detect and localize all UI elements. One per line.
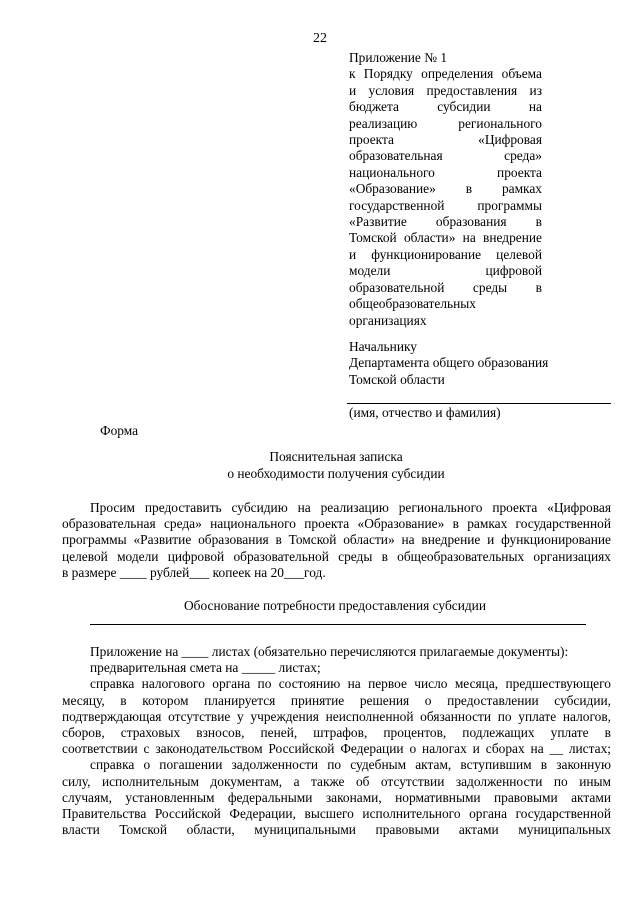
- appendix-line: модели цифровой: [349, 263, 542, 279]
- appendix-line: организациях: [349, 312, 427, 328]
- appendix-line: «Развитие образования в: [349, 214, 542, 230]
- addressee-line: Департамента общего образования: [349, 355, 549, 371]
- attachment-line: предварительная смета на _____ листах;: [90, 660, 321, 676]
- form-label: Форма: [100, 423, 139, 438]
- attachments-list: [62, 644, 611, 838]
- attachment-line: силу, исполнительным документам, а также об отсутствии задолженности по иным: [62, 773, 611, 789]
- request-paragraph: [62, 500, 611, 581]
- justification-blank-line: [90, 624, 586, 625]
- appendix-line: Приложение № 1: [349, 50, 448, 65]
- appendix-line: реализацию регионального: [349, 115, 542, 131]
- appendix-line: национального проекта: [349, 164, 542, 180]
- attachment-line: сборов, страховых взносов, пеней, штрафов, процентов, подлежащих уплате в: [62, 725, 611, 741]
- appendix-line: бюджета субсидии на: [349, 99, 542, 115]
- page-number: 22: [313, 31, 327, 46]
- appendix-line: и условия предоставления из: [349, 82, 542, 98]
- appendix-line: и функционирование целевой: [349, 246, 542, 262]
- attachment-line: справка о погашении задолженности по судебным актам, вступившим в законную: [90, 757, 611, 773]
- attachment-line: месяцу, в котором планируется принятие решения о предоставлении субсидии,: [62, 692, 611, 708]
- appendix-line: общеобразовательных: [349, 296, 477, 312]
- signature-caption: (имя, отчество и фамилия): [349, 405, 501, 420]
- appendix-line: Томской области» на внедрение: [349, 230, 542, 246]
- addressee-line: Томской области: [349, 371, 445, 387]
- paragraph-line: в размере ____ рублей___ копеек на 20___год.: [62, 564, 326, 580]
- attachment-line: подтверждающая отсутствие у учреждения неисполненной обязанности по уплате налогов,: [62, 708, 611, 724]
- appendix-line: образовательная среда»: [349, 148, 542, 164]
- note-subtitle: о необходимости получения субсидии: [227, 466, 445, 481]
- appendix-line: образовательной среды в: [349, 279, 542, 295]
- appendix-header: [349, 50, 542, 329]
- attachment-line: Правительства Российской Федерации, высшего исполнительного органа государственной: [62, 806, 611, 822]
- justification-heading: Обоснование потребности предоставления субсидии: [183, 598, 487, 613]
- appendix-line: государственной программы: [349, 197, 542, 213]
- paragraph-line: образовательная среда» национального проекта «Образование» в рамках государственной: [62, 516, 611, 532]
- note-title: Пояснительная записка: [269, 449, 403, 464]
- addressee-block: [349, 339, 611, 388]
- paragraph-line: Просим предоставить субсидию на реализацию регионального проекта «Цифровая: [90, 500, 611, 515]
- attachment-line: справка налогового органа по состоянию на первое число месяца, предшествующего: [90, 676, 611, 692]
- attachment-line: Приложение на ____ листах (обязательно перечисляются прилагаемые документы):: [90, 644, 569, 659]
- attachment-line: власти Томской области, муниципальными правовыми актами муниципальных: [62, 822, 611, 838]
- addressee-line: Начальнику: [349, 339, 418, 354]
- signature-line: [347, 403, 611, 404]
- attachment-line: случаям, установленным федеральными законами, нормативными правовыми актами: [62, 789, 611, 805]
- appendix-line: проекта «Цифровая: [349, 132, 542, 148]
- paragraph-line: целевой модели цифровой образовательной среды в общеобразовательных организациях: [62, 548, 611, 564]
- appendix-line: «Образование» в рамках: [349, 181, 542, 197]
- attachment-line: соответствии с законодательством Российской Федерации о налогах и сборах на __ листах;: [62, 741, 611, 757]
- appendix-line: к Порядку определения объема: [349, 66, 542, 82]
- paragraph-line: программы «Развитие образования в Томской области» на внедрение и функционирование: [62, 532, 611, 548]
